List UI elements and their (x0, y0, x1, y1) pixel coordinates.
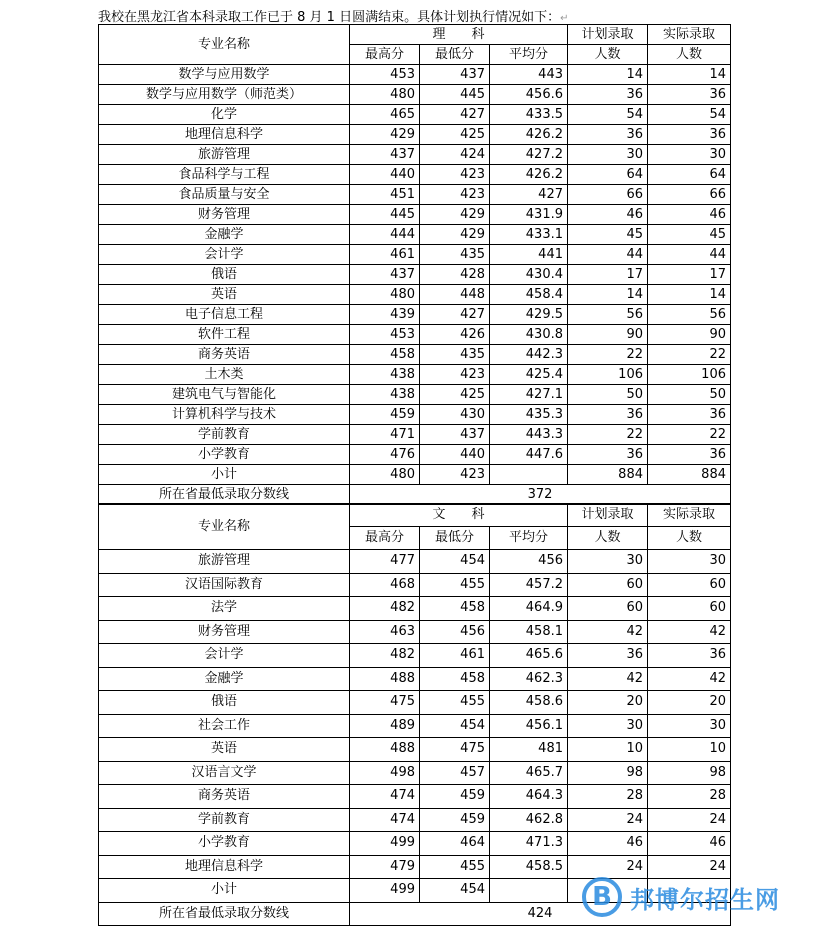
subtotal-plan: 884 (568, 465, 648, 485)
actual-count-cell: 22 (648, 345, 731, 365)
major-cell: 建筑电气与智能化 (99, 385, 350, 405)
table-row (99, 285, 731, 305)
min-score-cell: 475 (420, 738, 490, 762)
avg-score-cell: 443.3 (490, 425, 568, 445)
min-score-cell: 461 (420, 644, 490, 668)
major-cell: 食品科学与工程 (99, 165, 350, 185)
table-row (99, 714, 731, 738)
avg-score-cell: 457.2 (490, 573, 568, 597)
header-major: 专业名称 (99, 25, 350, 65)
planned-count-cell: 22 (568, 345, 648, 365)
min-score-cell: 429 (420, 205, 490, 225)
major-cell: 汉语国际教育 (99, 573, 350, 597)
header-category: 理 科 (350, 25, 568, 45)
major-cell: 社会工作 (99, 714, 350, 738)
planned-count-cell: 44 (568, 245, 648, 265)
header-actual-unit: 人数 (648, 45, 731, 65)
planned-count-cell: 30 (568, 145, 648, 165)
max-score-cell: 479 (350, 855, 420, 879)
planned-count-cell: 17 (568, 265, 648, 285)
max-score-cell: 439 (350, 305, 420, 325)
planned-count-cell: 30 (568, 550, 648, 574)
avg-score-cell: 458.6 (490, 691, 568, 715)
major-cell: 小学教育 (99, 445, 350, 465)
table-row (99, 85, 731, 105)
actual-count-cell: 54 (648, 105, 731, 125)
planned-count-cell: 24 (568, 808, 648, 832)
header-actual-unit: 人数 (648, 527, 731, 550)
avg-score-cell: 427 (490, 185, 568, 205)
max-score-cell: 440 (350, 165, 420, 185)
actual-count-cell: 98 (648, 761, 731, 785)
avg-score-cell: 441 (490, 245, 568, 265)
avg-score-cell: 481 (490, 738, 568, 762)
min-score-cell: 454 (420, 714, 490, 738)
max-score-cell: 498 (350, 761, 420, 785)
avg-score-cell: 427.1 (490, 385, 568, 405)
table-row (99, 644, 731, 668)
table-row (99, 761, 731, 785)
header-actual: 实际录取 (648, 504, 731, 527)
actual-count-cell: 10 (648, 738, 731, 762)
planned-count-cell: 14 (568, 285, 648, 305)
planned-count-cell: 54 (568, 105, 648, 125)
actual-count-cell: 24 (648, 855, 731, 879)
actual-count-cell: 17 (648, 265, 731, 285)
max-score-cell: 445 (350, 205, 420, 225)
subtotal-max: 480 (350, 465, 420, 485)
header-min: 最低分 (420, 527, 490, 550)
max-score-cell: 453 (350, 325, 420, 345)
min-score-cell: 455 (420, 855, 490, 879)
actual-count-cell: 36 (648, 644, 731, 668)
max-score-cell: 499 (350, 832, 420, 856)
min-score-cell: 426 (420, 325, 490, 345)
actual-count-cell: 60 (648, 597, 731, 621)
min-score-cell: 454 (420, 550, 490, 574)
planned-count-cell: 36 (568, 85, 648, 105)
actual-count-cell: 30 (648, 145, 731, 165)
min-score-cell: 455 (420, 573, 490, 597)
header-category: 文 科 (350, 504, 568, 527)
table-row (99, 125, 731, 145)
min-score-cell: 437 (420, 65, 490, 85)
min-score-cell: 435 (420, 345, 490, 365)
major-cell: 商务英语 (99, 345, 350, 365)
max-score-cell: 451 (350, 185, 420, 205)
avg-score-cell: 458.4 (490, 285, 568, 305)
planned-count-cell: 36 (568, 445, 648, 465)
actual-count-cell: 36 (648, 405, 731, 425)
min-score-cell: 429 (420, 225, 490, 245)
min-line-label: 所在省最低录取分数线 (99, 902, 350, 926)
header-plan: 计划录取 (568, 25, 648, 45)
major-cell: 财务管理 (99, 205, 350, 225)
max-score-cell: 482 (350, 644, 420, 668)
max-score-cell: 438 (350, 385, 420, 405)
actual-count-cell: 46 (648, 832, 731, 856)
max-score-cell: 474 (350, 808, 420, 832)
table-row (99, 808, 731, 832)
actual-count-cell: 64 (648, 165, 731, 185)
actual-count-cell: 22 (648, 425, 731, 445)
planned-count-cell: 20 (568, 691, 648, 715)
actual-count-cell: 36 (648, 85, 731, 105)
watermark (582, 869, 818, 925)
major-cell: 地理信息科学 (99, 125, 350, 145)
major-cell: 俄语 (99, 691, 350, 715)
header-max: 最高分 (350, 527, 420, 550)
actual-count-cell: 30 (648, 714, 731, 738)
actual-count-cell: 56 (648, 305, 731, 325)
min-score-cell: 458 (420, 597, 490, 621)
major-cell: 数学与应用数学 (99, 65, 350, 85)
planned-count-cell: 36 (568, 644, 648, 668)
actual-count-cell: 50 (648, 385, 731, 405)
header-plan: 计划录取 (568, 504, 648, 527)
actual-count-cell: 45 (648, 225, 731, 245)
major-cell: 软件工程 (99, 325, 350, 345)
max-score-cell: 458 (350, 345, 420, 365)
planned-count-cell: 64 (568, 165, 648, 185)
avg-score-cell: 442.3 (490, 345, 568, 365)
avg-score-cell: 447.6 (490, 445, 568, 465)
header-avg: 平均分 (490, 45, 568, 65)
avg-score-cell: 456.1 (490, 714, 568, 738)
avg-score-cell: 465.6 (490, 644, 568, 668)
avg-score-cell: 465.7 (490, 761, 568, 785)
planned-count-cell: 46 (568, 205, 648, 225)
header-min: 最低分 (420, 45, 490, 65)
major-cell: 旅游管理 (99, 145, 350, 165)
table-row (99, 345, 731, 365)
major-cell: 英语 (99, 738, 350, 762)
max-score-cell: 475 (350, 691, 420, 715)
min-score-cell: 435 (420, 245, 490, 265)
major-cell: 计算机科学与技术 (99, 405, 350, 425)
min-score-cell: 445 (420, 85, 490, 105)
avg-score-cell: 464.3 (490, 785, 568, 809)
min-score-cell: 425 (420, 125, 490, 145)
avg-score-cell: 425.4 (490, 365, 568, 385)
major-cell: 电子信息工程 (99, 305, 350, 325)
table-row (99, 365, 731, 385)
planned-count-cell: 45 (568, 225, 648, 245)
avg-score-cell: 456.6 (490, 85, 568, 105)
planned-count-cell: 60 (568, 573, 648, 597)
max-score-cell: 429 (350, 125, 420, 145)
avg-score-cell: 426.2 (490, 125, 568, 145)
min-score-cell: 424 (420, 145, 490, 165)
max-score-cell: 488 (350, 738, 420, 762)
table-row (99, 165, 731, 185)
planned-count-cell: 36 (568, 405, 648, 425)
avg-score-cell: 462.8 (490, 808, 568, 832)
avg-score-cell: 456 (490, 550, 568, 574)
planned-count-cell: 28 (568, 785, 648, 809)
actual-count-cell: 42 (648, 667, 731, 691)
major-cell: 地理信息科学 (99, 855, 350, 879)
science-admission-table (98, 24, 731, 505)
max-score-cell: 437 (350, 265, 420, 285)
major-cell: 小学教育 (99, 832, 350, 856)
min-score-cell: 427 (420, 305, 490, 325)
subtotal-label: 小计 (99, 879, 350, 903)
min-score-cell: 464 (420, 832, 490, 856)
max-score-cell: 482 (350, 597, 420, 621)
avg-score-cell: 471.3 (490, 832, 568, 856)
avg-score-cell: 426.2 (490, 165, 568, 185)
header-major: 专业名称 (99, 504, 350, 550)
avg-score-cell: 430.8 (490, 325, 568, 345)
avg-score-cell: 433.1 (490, 225, 568, 245)
table-row (99, 225, 731, 245)
max-score-cell: 444 (350, 225, 420, 245)
planned-count-cell: 42 (568, 620, 648, 644)
major-cell: 食品质量与安全 (99, 185, 350, 205)
avg-score-cell: 464.9 (490, 597, 568, 621)
min-score-cell: 455 (420, 691, 490, 715)
major-cell: 数学与应用数学（师范类） (99, 85, 350, 105)
table-row (99, 425, 731, 445)
planned-count-cell: 60 (568, 597, 648, 621)
min-line-label: 所在省最低录取分数线 (99, 485, 350, 505)
actual-count-cell: 14 (648, 285, 731, 305)
max-score-cell: 489 (350, 714, 420, 738)
major-cell: 化学 (99, 105, 350, 125)
min-score-cell: 456 (420, 620, 490, 644)
min-score-cell: 458 (420, 667, 490, 691)
avg-score-cell: 458.1 (490, 620, 568, 644)
actual-count-cell: 106 (648, 365, 731, 385)
actual-count-cell: 90 (648, 325, 731, 345)
min-score-cell: 427 (420, 105, 490, 125)
header-actual: 实际录取 (648, 25, 731, 45)
actual-count-cell: 66 (648, 185, 731, 205)
min-score-cell: 448 (420, 285, 490, 305)
table-row (99, 620, 731, 644)
min-score-cell: 430 (420, 405, 490, 425)
max-score-cell: 437 (350, 145, 420, 165)
major-cell: 土木类 (99, 365, 350, 385)
max-score-cell: 480 (350, 285, 420, 305)
actual-count-cell: 20 (648, 691, 731, 715)
major-cell: 财务管理 (99, 620, 350, 644)
major-cell: 英语 (99, 285, 350, 305)
actual-count-cell: 30 (648, 550, 731, 574)
table-row (99, 105, 731, 125)
major-cell: 会计学 (99, 245, 350, 265)
avg-score-cell: 443 (490, 65, 568, 85)
subtotal-min: 423 (420, 465, 490, 485)
min-score-cell: 457 (420, 761, 490, 785)
table-row (99, 573, 731, 597)
planned-count-cell: 14 (568, 65, 648, 85)
table-row (99, 185, 731, 205)
min-score-cell: 428 (420, 265, 490, 285)
avg-score-cell: 435.3 (490, 405, 568, 425)
actual-count-cell: 28 (648, 785, 731, 809)
major-cell: 商务英语 (99, 785, 350, 809)
intro-text (98, 6, 568, 25)
major-cell: 金融学 (99, 225, 350, 245)
planned-count-cell: 42 (568, 667, 648, 691)
table-row (99, 667, 731, 691)
subtotal-max: 499 (350, 879, 420, 903)
max-score-cell: 438 (350, 365, 420, 385)
actual-count-cell: 14 (648, 65, 731, 85)
min-line-value: 424 (350, 902, 731, 926)
major-cell: 汉语言文学 (99, 761, 350, 785)
planned-count-cell: 106 (568, 365, 648, 385)
max-score-cell: 453 (350, 65, 420, 85)
subtotal-min: 454 (420, 879, 490, 903)
max-score-cell: 476 (350, 445, 420, 465)
planned-count-cell: 24 (568, 855, 648, 879)
actual-count-cell: 44 (648, 245, 731, 265)
planned-count-cell: 10 (568, 738, 648, 762)
avg-score-cell: 427.2 (490, 145, 568, 165)
major-cell: 学前教育 (99, 425, 350, 445)
max-score-cell: 459 (350, 405, 420, 425)
actual-count-cell: 36 (648, 445, 731, 465)
avg-score-cell: 430.4 (490, 265, 568, 285)
table-row (99, 305, 731, 325)
subtotal-row (99, 465, 731, 485)
table-row (99, 405, 731, 425)
avg-score-cell: 431.9 (490, 205, 568, 225)
max-score-cell: 465 (350, 105, 420, 125)
table-row (99, 691, 731, 715)
table-row (99, 597, 731, 621)
min-score-cell: 459 (420, 808, 490, 832)
avg-score-cell: 429.5 (490, 305, 568, 325)
watermark-logo-icon: B (582, 877, 622, 917)
min-score-cell: 423 (420, 185, 490, 205)
subtotal-avg (490, 465, 568, 485)
subtotal-avg (490, 879, 568, 903)
table-row (99, 550, 731, 574)
planned-count-cell: 90 (568, 325, 648, 345)
header-max: 最高分 (350, 45, 420, 65)
planned-count-cell: 22 (568, 425, 648, 445)
max-score-cell: 471 (350, 425, 420, 445)
actual-count-cell: 24 (648, 808, 731, 832)
min-line-value: 372 (350, 485, 731, 505)
max-score-cell: 477 (350, 550, 420, 574)
max-score-cell: 463 (350, 620, 420, 644)
table-row (99, 385, 731, 405)
header-avg: 平均分 (490, 527, 568, 550)
min-score-cell: 437 (420, 425, 490, 445)
major-cell: 金融学 (99, 667, 350, 691)
table-row (99, 445, 731, 465)
planned-count-cell: 36 (568, 125, 648, 145)
table-row (99, 832, 731, 856)
actual-count-cell: 42 (648, 620, 731, 644)
table-row (99, 205, 731, 225)
major-cell: 会计学 (99, 644, 350, 668)
watermark-brand: 邦博尔招生网 (630, 885, 780, 914)
avg-score-cell: 458.5 (490, 855, 568, 879)
max-score-cell: 488 (350, 667, 420, 691)
planned-count-cell: 98 (568, 761, 648, 785)
min-score-cell: 425 (420, 385, 490, 405)
avg-score-cell: 433.5 (490, 105, 568, 125)
max-score-cell: 480 (350, 85, 420, 105)
header-plan-unit: 人数 (568, 527, 648, 550)
table-row (99, 738, 731, 762)
table-row (99, 245, 731, 265)
min-score-cell: 459 (420, 785, 490, 809)
min-line-row (99, 485, 731, 505)
subtotal-label: 小计 (99, 465, 350, 485)
min-score-cell: 423 (420, 365, 490, 385)
major-cell: 旅游管理 (99, 550, 350, 574)
table-row (99, 265, 731, 285)
major-cell: 法学 (99, 597, 350, 621)
major-cell: 学前教育 (99, 808, 350, 832)
header-plan-unit: 人数 (568, 45, 648, 65)
actual-count-cell: 46 (648, 205, 731, 225)
actual-count-cell: 60 (648, 573, 731, 597)
min-score-cell: 440 (420, 445, 490, 465)
planned-count-cell: 46 (568, 832, 648, 856)
paragraph-mark-icon: ↵ (560, 13, 569, 24)
planned-count-cell: 50 (568, 385, 648, 405)
max-score-cell: 468 (350, 573, 420, 597)
arts-admission-table (98, 503, 731, 926)
subtotal-actual: 884 (648, 465, 731, 485)
table-row (99, 785, 731, 809)
table-row (99, 145, 731, 165)
planned-count-cell: 30 (568, 714, 648, 738)
table-row (99, 65, 731, 85)
actual-count-cell: 36 (648, 125, 731, 145)
max-score-cell: 461 (350, 245, 420, 265)
table-row (99, 325, 731, 345)
intro-sentence: 我校在黑龙江省本科录取工作已于 8 月 1 日圆满结束。具体计划执行情况如下： (98, 10, 561, 25)
max-score-cell: 474 (350, 785, 420, 809)
planned-count-cell: 66 (568, 185, 648, 205)
planned-count-cell: 56 (568, 305, 648, 325)
min-score-cell: 423 (420, 165, 490, 185)
avg-score-cell: 462.3 (490, 667, 568, 691)
major-cell: 俄语 (99, 265, 350, 285)
